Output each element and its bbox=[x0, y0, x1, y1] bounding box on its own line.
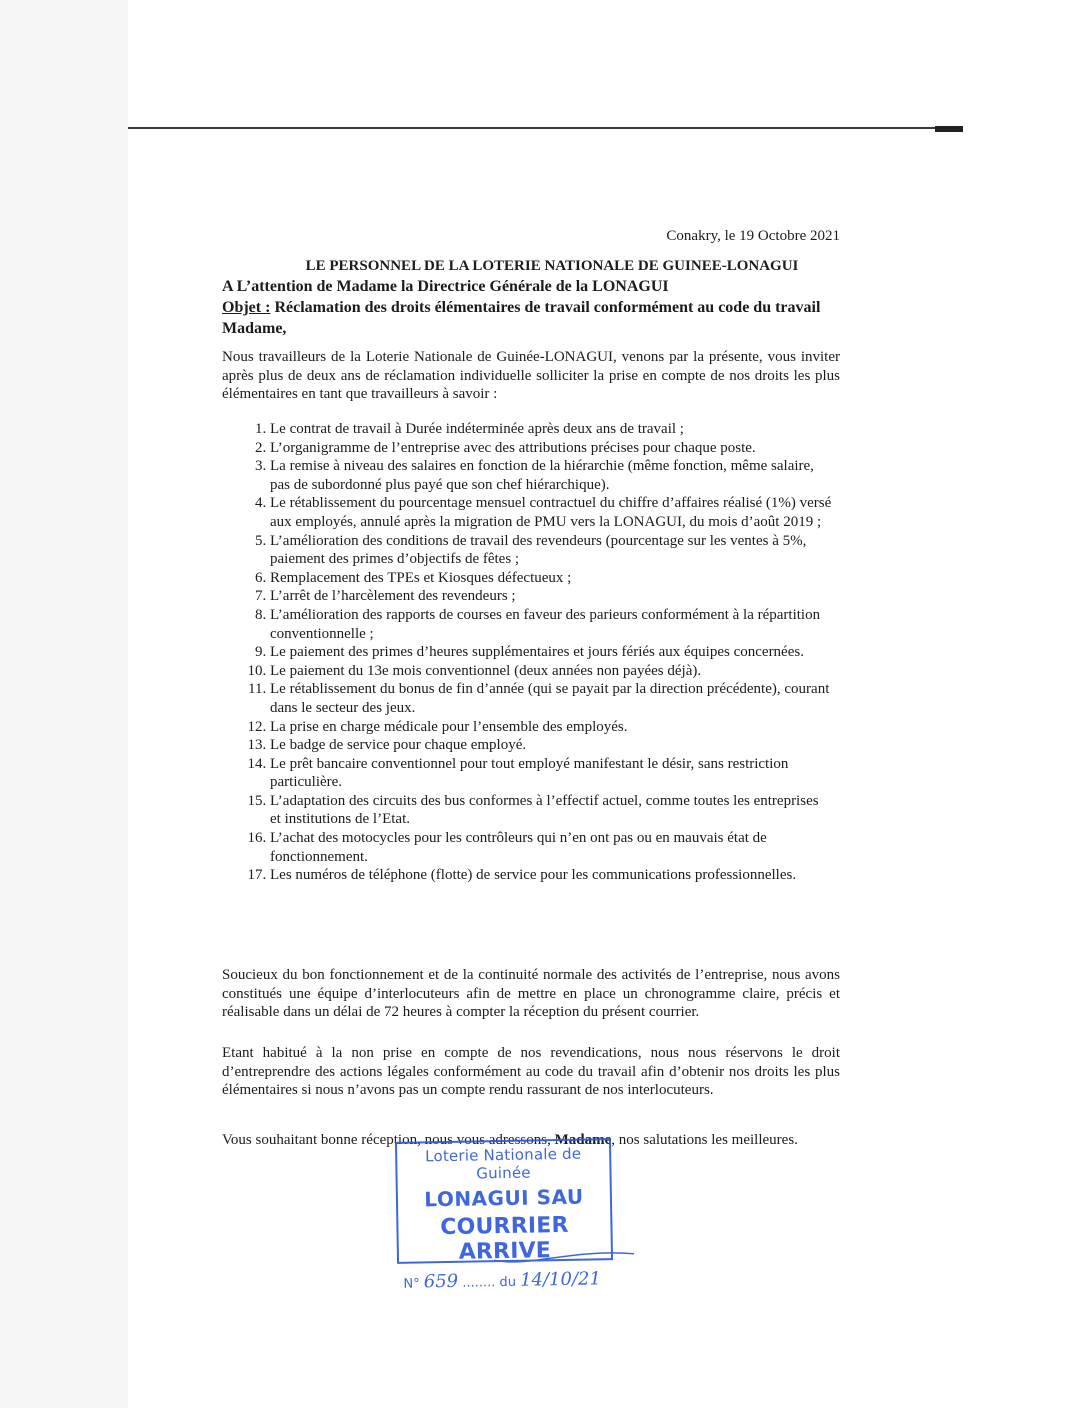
scan-margin bbox=[0, 0, 128, 1408]
stamp-registration: N° 659 ........ du 14/10/21 bbox=[403, 1268, 602, 1293]
top-rule bbox=[128, 127, 935, 129]
claims-list bbox=[222, 420, 832, 885]
claim-item: 14. Le prêt bancaire conventionnel pour tout employé manifestant le désir, sans restriction particulière. bbox=[270, 755, 832, 792]
closing-start: Vous souhaitant bonne réception, nous vous adressons, bbox=[222, 1132, 555, 1148]
claim-item: 5. L’amélioration des conditions de travail des revendeurs (pourcentage sur les ventes à 5%, paiement des primes d’objectifs de fêtes ; bbox=[270, 532, 832, 569]
claim-item: 8. L’amélioration des rapports de courses en faveur des parieurs conformément à la répartition conventionnelle ; bbox=[270, 606, 832, 643]
claim-item: 6. Remplacement des TPEs et Kiosques défectueux ; bbox=[270, 569, 832, 588]
salutation: Madame, bbox=[222, 320, 287, 337]
claim-item: 11. Le rétablissement du bonus de fin d’année (qui se payait par la direction précédente), courant dans le secteur des jeux. bbox=[270, 680, 832, 717]
paragraph-interlocutors: Soucieux du bon fonctionnement et de la continuité normale des activités de l’entreprise, nous avons constitués une équipe d’interlocuteurs afin de mettre en place un chronogramme claire, précis et réalisable dans un délai de 72 heures à compter la réception du présent courrier. bbox=[222, 967, 840, 1021]
paragraph-legal-actions: Etant habitué à la non prise en compte de nos revendications, nous nous réservons le droit d’entreprendre des actions légales conformément au code du travail afin d’obtenir nos droits les plus élémentaires si nous n’avons pas un compte rendu rassurant de nos interlocuteurs. bbox=[222, 1045, 840, 1099]
claim-item: 12. La prise en charge médicale pour l’ensemble des employés. bbox=[270, 718, 832, 737]
stamp-line-org: Loterie Nationale de Guinée bbox=[425, 1144, 582, 1183]
stamp-date-label: du bbox=[499, 1274, 517, 1291]
letter-date: Conakry, le 19 Octobre 2021 bbox=[666, 228, 840, 244]
claim-item: 9. Le paiement des primes d’heures supplémentaires et jours fériés aux équipes concernées. bbox=[270, 643, 832, 662]
object-text: Réclamation des droits élémentaires de travail conformément au code du travail bbox=[270, 299, 821, 316]
claim-item: 10. Le paiement du 13e mois conventionnel (deux années non payées déjà). bbox=[270, 662, 832, 681]
stamp-date-value: 14/10/21 bbox=[519, 1268, 602, 1291]
claim-item: 17. Les numéros de téléphone (flotte) de service pour les communications professionnelles. bbox=[270, 866, 832, 885]
intro-paragraph: Nous travailleurs de la Loterie Nationale de Guinée-LONAGUI, venons par la présente, vous inviter après plus de deux ans de réclamation individuelle solliciter la prise en compte de nos droits les plus élémentaires en tant que travailleurs à savoir : bbox=[222, 349, 840, 403]
stamp-line-courrier: COURRIER ARRIVE bbox=[440, 1212, 569, 1265]
claim-item: 13. Le badge de service pour chaque employé. bbox=[270, 736, 832, 755]
handwritten-signature-stroke bbox=[489, 1244, 639, 1269]
closing-bold: Madame bbox=[554, 1132, 612, 1148]
closing-end: , nos salutations les meilleures. bbox=[611, 1132, 798, 1148]
claim-item: 7. L’arrêt de l’harcèlement des revendeurs ; bbox=[270, 587, 832, 606]
object-label: Objet : bbox=[222, 299, 271, 316]
letter-header bbox=[222, 256, 842, 339]
object-line bbox=[222, 297, 842, 318]
attention-line: A L’attention de Madame la Directrice Générale de la LONAGUI bbox=[222, 278, 669, 295]
reception-stamp bbox=[395, 1138, 613, 1293]
claim-item: 3. La remise à niveau des salaires en fonction de la hiérarchie (même fonction, même salaire, pas de subordonné plus payé que son chef hiérarchique). bbox=[270, 457, 832, 494]
stamp-number-label: N° bbox=[403, 1276, 420, 1292]
top-rule-end bbox=[935, 126, 963, 132]
stamp-line-company: LONAGUI SAU bbox=[424, 1184, 584, 1212]
claim-item: 1. Le contrat de travail à Durée indéterminée après deux ans de travail ; bbox=[270, 420, 832, 439]
claim-item: 16. L’achat des motocycles pour les contrôleurs qui n’en ont pas ou en mauvais état de fonctionnement. bbox=[270, 829, 832, 866]
claim-item: 2. L’organigramme de l’entreprise avec des attributions précises pour chaque poste. bbox=[270, 439, 832, 458]
stamp-number-value: 659 bbox=[423, 1270, 459, 1293]
claim-item: 4. Le rétablissement du pourcentage mensuel contractuel du chiffre d’affaires réalisé (1%) versé aux employés, annulé après la migration de PMU vers la LONAGUI, du mois d’août 2019 ; bbox=[270, 494, 832, 531]
claim-item: 15. L’adaptation des circuits des bus conformes à l’effectif actuel, comme toutes les entreprises et institutions de l’Etat. bbox=[270, 792, 832, 829]
sender-line: LE PERSONNEL DE LA LOTERIE NATIONALE DE GUINEE-LONAGUI bbox=[305, 258, 799, 274]
